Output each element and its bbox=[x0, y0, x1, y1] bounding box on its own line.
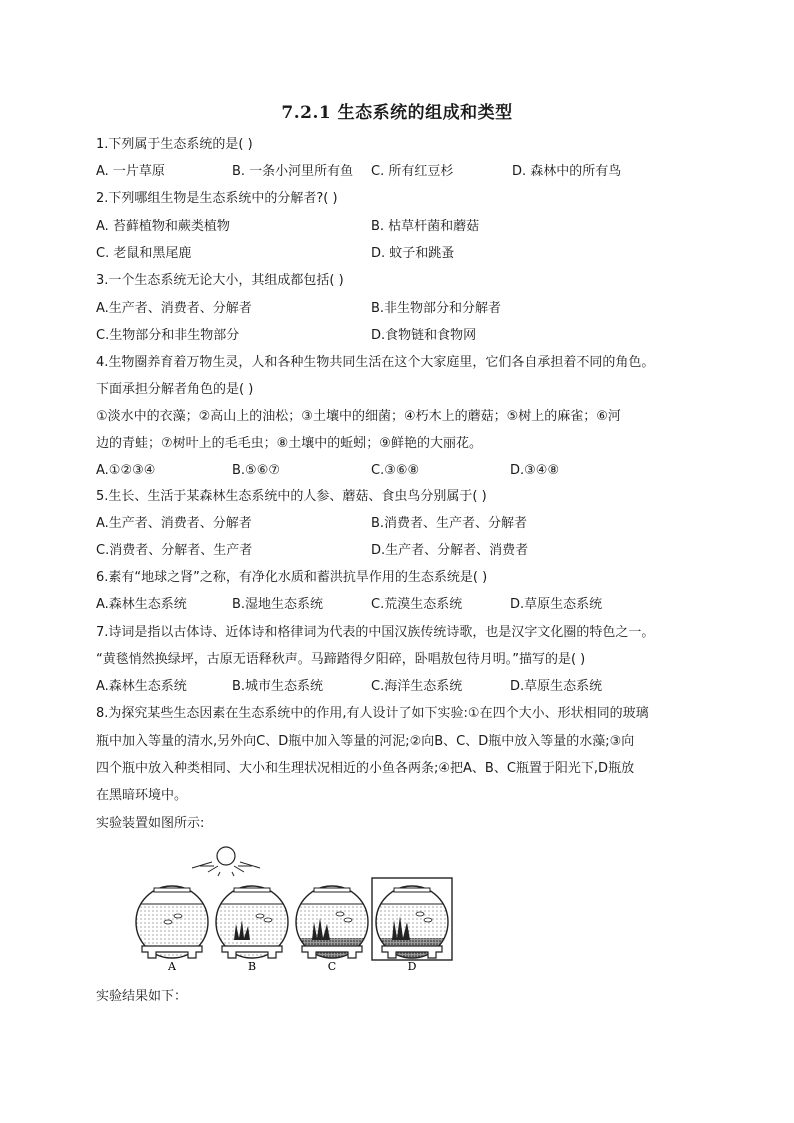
question-2-stem: 2.下列哪组生物是生态系统中的分解者?( ) bbox=[96, 191, 338, 206]
jar-c bbox=[292, 886, 372, 968]
q5-option-d: D.生产者、分解者、消费者 bbox=[371, 543, 529, 558]
q5-option-c: C.消费者、分解者、生产者 bbox=[96, 543, 253, 558]
q6-option-a: A.森林生态系统 bbox=[96, 597, 187, 612]
q4-option-b: B.⑤⑥⑦ bbox=[232, 463, 281, 478]
q7-option-b: B.城市生态系统 bbox=[232, 679, 324, 694]
q3-option-c: C.生物部分和非生物部分 bbox=[96, 328, 240, 343]
q7-option-a: A.森林生态系统 bbox=[96, 679, 187, 694]
q5-option-b: B.消费者、生产者、分解者 bbox=[371, 516, 528, 531]
question-8-stem-line-4: 在黑暗环境中。 bbox=[96, 788, 188, 803]
question-8-stem-line-1: 8.为探究某些生态因素在生态系统中的作用,有人设计了如下实验:①在四个大小、形状相同的玻璃 bbox=[96, 706, 649, 721]
q2-option-a: A. 苔藓植物和蕨类植物 bbox=[96, 219, 230, 234]
q2-option-d: D. 蚊子和跳蚤 bbox=[371, 246, 455, 261]
q3-option-a: A.生产者、消费者、分解者 bbox=[96, 301, 252, 316]
q6-option-d: D.草原生态系统 bbox=[510, 597, 603, 612]
jar-label-b: B bbox=[247, 960, 257, 973]
question-7-stem-line-1: 7.诗词是指以古体诗、近体诗和格律词为代表的中国汉族传统诗歌，也是汉字文化圈的特色之一。 bbox=[96, 625, 655, 640]
jar-d bbox=[372, 878, 452, 968]
question-6-stem: 6.素有“地球之肾”之称，有净化水质和蓄洪抗旱作用的生态系统是( ) bbox=[96, 570, 488, 585]
q3-option-d: D.食物链和食物网 bbox=[371, 328, 477, 343]
sun-icon bbox=[192, 847, 260, 876]
q4-option-c: C.③⑥⑧ bbox=[371, 463, 420, 478]
q3-option-b: B.非生物部分和分解者 bbox=[371, 301, 502, 316]
jar-a bbox=[132, 886, 212, 964]
question-4-stem-line-4: 边的青蛙；⑦树叶上的毛毛虫；⑧土壤中的蚯蚓；⑨鲜艳的大丽花。 bbox=[96, 436, 482, 451]
q1-option-d: D. 森林中的所有鸟 bbox=[512, 164, 622, 179]
q7-option-c: C.海洋生态系统 bbox=[371, 679, 463, 694]
jar-label-a: A bbox=[168, 960, 176, 973]
jar-label-c: C bbox=[327, 960, 337, 973]
jar-label-d: D bbox=[407, 960, 417, 973]
setup-caption: 实验装置如图所示: bbox=[96, 816, 205, 831]
question-7-stem-line-2: “黄毯悄然换绿坪，古原无语释秋声。马蹄踏得夕阳碎，卧唱敖包待月明。”描写的是( ) bbox=[96, 652, 586, 667]
experiment-figure bbox=[128, 842, 458, 974]
question-8-stem-line-3: 四个瓶中放入种类相同、大小和生理状况相近的小鱼各两条;④把A、B、C瓶置于阳光下,D瓶放 bbox=[96, 761, 635, 776]
results-caption: 实验结果如下： bbox=[96, 989, 188, 1004]
jar-b bbox=[212, 886, 292, 964]
question-8-stem-line-2: 瓶中加入等量的清水,另外向C、D瓶中加入等量的河泥;②向B、C、D瓶中放入等量的水藻;③向 bbox=[96, 734, 635, 749]
question-4-stem-line-2: 下面承担分解者角色的是( ) bbox=[96, 382, 254, 397]
q1-option-b: B. 一条小河里所有鱼 bbox=[232, 164, 354, 179]
q5-option-a: A.生产者、消费者、分解者 bbox=[96, 516, 252, 531]
question-3-stem: 3.一个生态系统无论大小，其组成都包括( ) bbox=[96, 273, 344, 288]
question-4-stem-line-3: ①淡水中的衣藻；②高山上的油松；③土壤中的细菌；④朽木上的蘑菇；⑤树上的麻雀；⑥河 bbox=[96, 409, 621, 424]
question-1-stem: 1.下列属于生态系统的是( ) bbox=[96, 137, 253, 152]
q1-option-a: A. 一片草原 bbox=[96, 164, 165, 179]
question-4-stem-line-1: 4.生物圈养育着万物生灵，人和各种生物共同生活在这个大家庭里，它们各自承担着不同的角色。 bbox=[96, 355, 655, 370]
question-5-stem: 5.生长、生活于某森林生态系统中的人参、蘑菇、食虫鸟分别属于( ) bbox=[96, 489, 487, 504]
q2-option-c: C. 老鼠和黑尾鹿 bbox=[96, 246, 192, 261]
q7-option-d: D.草原生态系统 bbox=[510, 679, 603, 694]
q1-option-c: C. 所有红豆杉 bbox=[371, 164, 454, 179]
q6-option-c: C.荒漠生态系统 bbox=[371, 597, 463, 612]
q2-option-b: B. 枯草杆菌和蘑菇 bbox=[371, 219, 480, 234]
page-title: 7.2.1 生态系统的组成和类型 bbox=[281, 103, 513, 123]
q4-option-a: A.①②③④ bbox=[96, 463, 156, 478]
q4-option-d: D.③④⑧ bbox=[510, 463, 560, 478]
q6-option-b: B.湿地生态系统 bbox=[232, 597, 324, 612]
